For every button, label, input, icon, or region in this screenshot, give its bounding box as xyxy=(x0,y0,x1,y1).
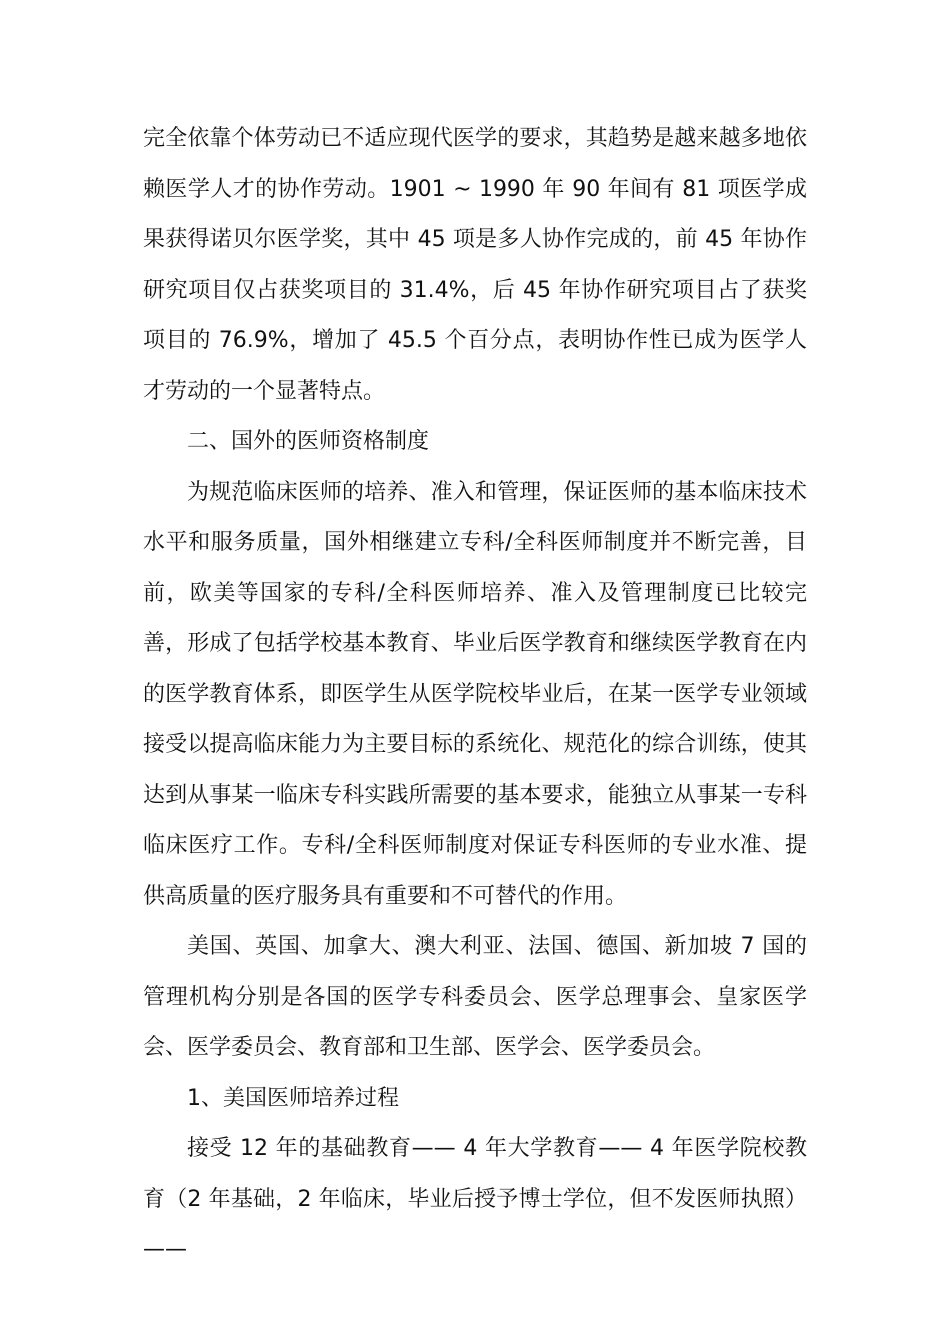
paragraph-us-training-process: 接受 12 年的基础教育—— 4 年大学教育—— 4 年医学院校教育（2 年基础，2 年临床，毕业后授予博士学位，但不发医师执照）—— xyxy=(143,1136,807,1262)
subheading-us-physician-training: 1、美国医师培养过程 xyxy=(187,1085,399,1111)
paragraph-collaboration: 完全依靠个体劳动已不适应现代医学的要求，其趋势是越来越多地依赖医学人才的协作劳动。1901 ~ 1990 年 90 年间有 81 项医学成果获得诺贝尔医学奖，其中 45 项是多人协作完成的，前 45 年协作研究项目仅占获奖项目的 31.4%，后 45 年协作研究项目占了获奖项目的 76.9%，增加了 45.5 个百分点，表明协作性已成为医学人才劳动的一个显著特点。 xyxy=(143,126,807,404)
document-body xyxy=(143,114,807,1276)
paragraph-specialist-system: 为规范临床医师的培养、准入和管理，保证医师的基本临床技术水平和服务质量，国外相继建立专科/全科医师制度并不断完善，目前，欧美等国家的专科/全科医师培养、准入及管理制度已比较完善，形成了包括学校基本教育、毕业后医学教育和继续医学教育在内的医学教育体系，即医学生从医学院校毕业后，在某一医学专业领域接受以提高临床能力为主要目标的系统化、规范化的综合训练，使其达到从事某一临床专科实践所需要的基本要求，能独立从事某一专科临床医疗工作。专科/全科医师制度对保证专科医师的专业水准、提供高质量的医疗服务具有重要和不可替代的作用。 xyxy=(143,479,807,909)
section-heading-foreign-physician-qualification: 二、国外的医师资格制度 xyxy=(187,429,430,454)
paragraph-management-agencies: 美国、英国、加拿大、澳大利亚、法国、德国、新加坡 7 国的管理机构分别是各国的医学专科委员会、医学总理事会、皇家医学会、医学委员会、教育部和卫生部、医学会、医学委员会。 xyxy=(143,934,807,1060)
